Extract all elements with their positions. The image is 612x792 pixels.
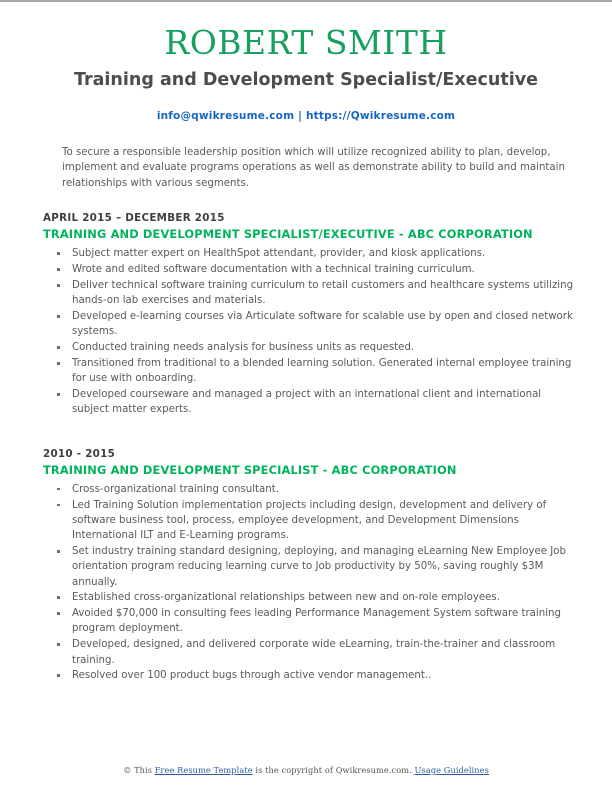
page-title: ROBERT SMITH [164,23,448,62]
experience-dates: APRIL 2015 – DECEMBER 2015 [43,212,225,225]
list-item: Resolved over 100 product bugs through active vendor management.. [43,668,575,683]
usage-guidelines-link[interactable]: Usage Guidelines [414,765,489,775]
copyright-symbol: © [123,765,132,775]
footer-middle: is the copyright of Qwikresume.com. [255,765,412,775]
objective-paragraph: To secure a responsible leadership position which will utilize recognized ability to plan, develop, implement and evaluate programs operations as well as demonstrate ability to build and maintain relationships with various segments. [62,146,565,189]
experience-bullet-list [43,246,575,417]
footer-prefix: This [134,765,153,775]
list-item: Set industry training standard designing, deploying, and managing eLearning New Employee Job orientation program reducing learning curve to Job productivity by 50%, saving roughly $3M annually. [43,544,575,590]
experience-bullet-list [43,482,575,684]
resume-content [0,145,612,684]
list-item: Developed courseware and managed a project with an international client and international subject matter experts. [43,387,575,418]
list-item: Transitioned from traditional to a blended learning solution. Generated internal employee training for use with onboarding. [43,356,575,387]
list-item: Deliver technical software training curriculum to retail customers and healthcare systems utilizing hands-on lab exercises and materials. [43,278,575,309]
job-title-heading: Training and Development Specialist/Executive [73,69,539,90]
experience-role: TRAINING AND DEVELOPMENT SPECIALIST - ABC CORPORATION [43,462,457,477]
footer [0,765,612,775]
list-item: Avoided $70,000 in consulting fees leading Performance Management System software training program deployment. [43,606,575,637]
list-item: Subject matter expert on HealthSpot attendant, provider, and kiosk applications. [43,246,575,261]
experience-section-1 [43,212,575,417]
list-item: Developed e-learning courses via Articulate software for scalable use by open and closed network systems. [43,309,575,340]
list-item: Cross-organizational training consultant. [43,482,575,497]
experience-dates: 2010 - 2015 [43,447,116,460]
experience-role: TRAINING AND DEVELOPMENT SPECIALIST/EXECUTIVE - ABC CORPORATION [43,227,533,242]
experience-section-2 [43,448,575,684]
list-item: Wrote and edited software documentation with a technical training curriculum. [43,262,575,277]
free-resume-template-link[interactable]: Free Resume Template [154,765,253,775]
list-item: Led Training Solution implementation projects including design, development and delivery of software business tool, process, employee development, and Development Dimensions International ILT and E-Learning programs. [43,498,575,544]
list-item: Conducted training needs analysis for business units as requested. [43,340,575,355]
contact-line[interactable]: info@qwikresume.com | https://Qwikresume.com [156,109,456,122]
list-item: Established cross-organizational relationships between new and on-role employees. [43,590,575,605]
resume-header [0,2,612,122]
list-item: Developed, designed, and delivered corporate wide eLearning, train-the-trainer and classroom training. [43,637,575,668]
